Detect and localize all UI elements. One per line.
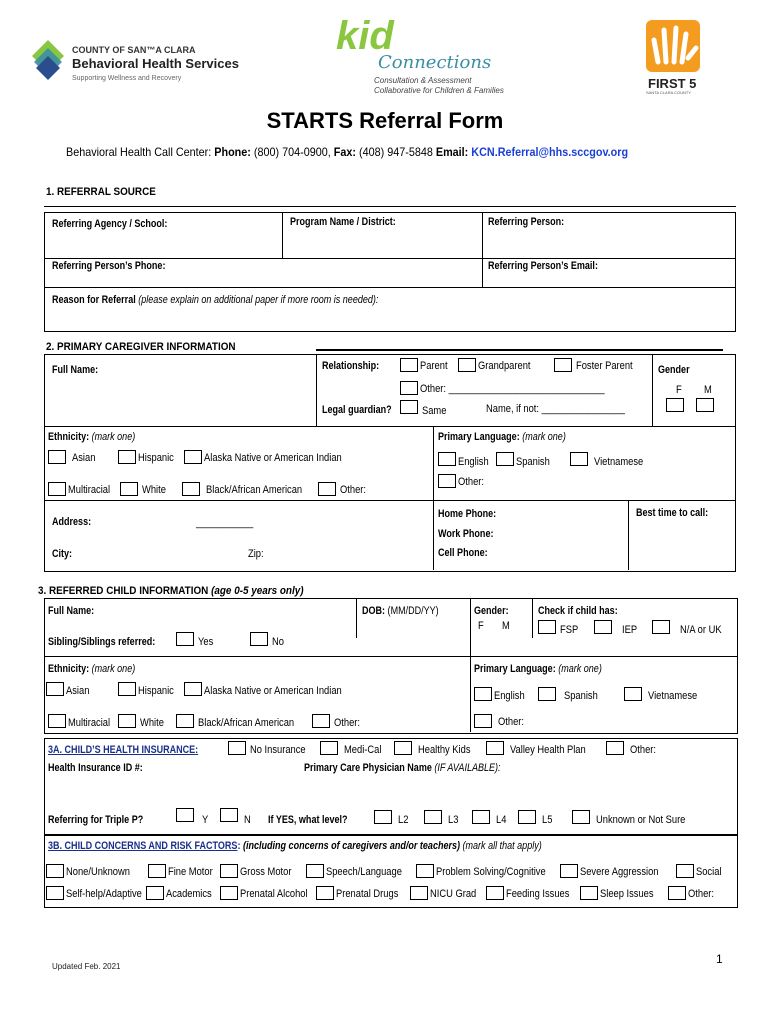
work-phone-field[interactable]: Work Phone: — [438, 528, 494, 540]
healthy-kids-label: Healthy Kids — [418, 744, 471, 756]
ch-other-label: Other: — [334, 717, 360, 729]
child-m-label: M — [502, 620, 510, 632]
concern-checkbox[interactable] — [410, 886, 428, 900]
email-link[interactable]: KCN.Referral@hhs.sccgov.org — [471, 145, 629, 159]
cg-alaska-label: Alaska Native or American Indian — [204, 452, 342, 464]
concern-checkbox[interactable] — [46, 864, 64, 878]
cg-vietnamese-checkbox[interactable] — [570, 452, 588, 466]
triple-n-checkbox[interactable] — [220, 808, 238, 822]
grandparent-label: Grandparent — [478, 360, 531, 372]
insurance-id-field[interactable]: Health Insurance ID #: — [48, 762, 143, 774]
parent-checkbox[interactable] — [400, 358, 418, 372]
name-if-not-field[interactable]: Name, if not: ________________ — [486, 403, 625, 415]
cg-spanish-checkbox[interactable] — [496, 452, 514, 466]
l3-checkbox[interactable] — [424, 810, 442, 824]
ch-asian-checkbox[interactable] — [46, 682, 64, 696]
l5-label: L5 — [542, 814, 553, 826]
triple-n-label: N — [244, 814, 251, 826]
section-3b-heading: 3B. CHILD CONCERNS AND RISK FACTORS: (including concerns of caregivers and/or teachers) (mark all that apply) — [48, 840, 542, 852]
concern-checkbox[interactable] — [668, 886, 686, 900]
section-3-heading: 3. REFERRED CHILD INFORMATION (age 0-5 years only) — [38, 585, 304, 597]
ch-vietnamese-label: Vietnamese — [648, 690, 698, 702]
concern-label: Feeding Issues — [506, 888, 570, 900]
no-insurance-label: No Insurance — [250, 744, 306, 756]
concern-label: Sleep Issues — [600, 888, 654, 900]
cg-white-label: White — [142, 484, 166, 496]
sibling-label: Sibling/Siblings referred: — [48, 636, 156, 648]
cg-lang-other-field[interactable]: Other: — [458, 476, 484, 488]
fsp-label: FSP — [560, 624, 579, 636]
email-label: Email: — [435, 145, 469, 159]
ch-white-label: White — [140, 717, 164, 729]
concern-label: Gross Motor — [240, 866, 292, 878]
contact-line — [66, 145, 628, 159]
ch-lang-other-checkbox[interactable] — [474, 714, 492, 728]
l3-label: L3 — [448, 814, 459, 826]
reason-field[interactable]: Reason for Referral (please explain on additional paper if more room is needed): — [52, 294, 379, 306]
child-language-label: Primary Language: (mark one) — [474, 663, 602, 675]
sibling-yes-label: Yes — [198, 636, 214, 648]
ch-other-checkbox[interactable] — [312, 714, 330, 728]
cg-other-checkbox[interactable] — [318, 482, 336, 496]
kid-connections-text: Connections — [378, 52, 492, 73]
city-field[interactable]: City: — [52, 548, 73, 560]
phone-value: (800) 704-0900, — [253, 145, 331, 159]
foster-label: Foster Parent — [576, 360, 633, 372]
sibling-no-checkbox[interactable] — [250, 632, 268, 646]
cg-english-checkbox[interactable] — [438, 452, 456, 466]
kid-sub1: Consultation & Assessment — [374, 76, 472, 85]
no-insurance-checkbox[interactable] — [228, 741, 246, 755]
cg-white-checkbox[interactable] — [120, 482, 138, 496]
concern-label: None/Unknown — [66, 866, 130, 878]
cg-multiracial-label: Multiracial — [68, 484, 111, 496]
address-blank: ___________ — [196, 517, 254, 529]
caregiver-f-checkbox[interactable] — [666, 398, 684, 412]
l5-checkbox[interactable] — [518, 810, 536, 824]
concern-label: Other: — [688, 888, 714, 900]
caregiver-m-label: M — [704, 384, 712, 396]
concern-checkbox[interactable] — [580, 886, 598, 900]
county-diamond-icon — [28, 38, 68, 82]
section-1-box — [44, 212, 736, 332]
caregiver-ethnicity-label: Ethnicity: (mark one) — [48, 431, 136, 443]
caregiver-f-label: F — [676, 384, 682, 396]
program-name-field[interactable]: Program Name / District: — [290, 216, 396, 228]
triple-p-label: Referring for Triple P? — [48, 814, 144, 826]
ins-other-label: Other: — [630, 744, 656, 756]
ch-alaska-label: Alaska Native or American Indian — [204, 685, 342, 697]
rel-other-field[interactable]: Other: ______________________________ — [420, 383, 605, 395]
hand-icon — [644, 18, 702, 74]
cell-phone-field[interactable]: Cell Phone: — [438, 547, 488, 559]
page-title: STARTS Referral Form — [266, 108, 504, 133]
concern-label: Fine Motor — [168, 866, 213, 878]
child-f-label: F — [478, 620, 484, 632]
cg-black-label: Black/African American — [206, 484, 303, 496]
concern-checkbox[interactable] — [316, 886, 334, 900]
section-2-heading: 2. PRIMARY CAREGIVER INFORMATION — [46, 341, 236, 353]
zip-field[interactable]: Zip: — [248, 548, 264, 560]
page-number: 1 — [716, 952, 723, 966]
fax-label: Fax: — [333, 145, 356, 159]
caregiver-language-label: Primary Language: (mark one) — [438, 431, 566, 443]
healthy-kids-checkbox[interactable] — [394, 741, 412, 755]
county-tagline: Supporting Wellness and Recovery — [72, 75, 182, 82]
concern-checkbox[interactable] — [220, 864, 238, 878]
concern-label: Academics — [166, 888, 212, 900]
caregiver-gender-label: Gender — [658, 364, 690, 376]
cg-asian-checkbox[interactable] — [48, 450, 66, 464]
level-label: If YES, what level? — [268, 814, 348, 826]
kid-logo-text: kid — [336, 14, 394, 58]
child-gender-label: Gender: — [474, 605, 509, 617]
child-dob-field[interactable]: DOB: (MM/DD/YY) — [362, 605, 439, 617]
ch-multiracial-label: Multiracial — [68, 717, 111, 729]
first5-text: FIRST 5 — [648, 76, 697, 91]
updated-date: Updated Feb. 2021 — [52, 962, 121, 971]
cg-black-checkbox[interactable] — [182, 482, 200, 496]
cg-lang-other-checkbox[interactable] — [438, 474, 456, 488]
address-field[interactable]: Address: — [52, 516, 92, 528]
sibling-no-label: No — [272, 636, 284, 648]
check-if-label: Check if child has: — [538, 605, 618, 617]
concern-label: Self-help/Adaptive — [66, 888, 142, 900]
concern-checkbox[interactable] — [416, 864, 434, 878]
cg-hispanic-label: Hispanic — [138, 452, 174, 464]
relationship-label: Relationship: — [322, 360, 380, 372]
section-3-box — [44, 598, 738, 734]
l2-label: L2 — [398, 814, 409, 826]
ch-multiracial-checkbox[interactable] — [48, 714, 66, 728]
section-3a-heading: 3A. CHILD’S HEALTH INSURANCE: — [48, 744, 199, 756]
referring-agency-field[interactable]: Referring Agency / School: — [52, 218, 168, 230]
concern-checkbox[interactable] — [486, 886, 504, 900]
cg-hispanic-checkbox[interactable] — [118, 450, 136, 464]
l4-checkbox[interactable] — [472, 810, 490, 824]
concern-label: NICU Grad — [430, 888, 477, 900]
referring-email-field[interactable]: Referring Person’s Email: — [488, 260, 598, 272]
ch-vietnamese-checkbox[interactable] — [624, 687, 642, 701]
county-name: COUNTY OF SAN™A CLARA — [72, 45, 196, 55]
grandparent-checkbox[interactable] — [458, 358, 476, 372]
fax-value: (408) 947-5848 — [359, 145, 433, 159]
l4-label: L4 — [496, 814, 507, 826]
ins-other-checkbox[interactable] — [606, 741, 624, 755]
sibling-yes-checkbox[interactable] — [176, 632, 194, 646]
l2-checkbox[interactable] — [374, 810, 392, 824]
ch-black-checkbox[interactable] — [176, 714, 194, 728]
pcp-field[interactable]: Primary Care Physician Name (IF AVAILABLE): — [304, 762, 501, 774]
contact-prefix: Behavioral Health Call Center: — [66, 145, 212, 159]
referring-phone-field[interactable]: Referring Person’s Phone: — [52, 260, 166, 272]
na-label: N/A or UK — [680, 624, 722, 636]
concern-label: Problem Solving/Cognitive — [436, 866, 546, 878]
home-phone-field[interactable]: Home Phone: — [438, 508, 497, 520]
parent-label: Parent — [420, 360, 448, 372]
referring-person-field[interactable]: Referring Person: — [488, 216, 565, 228]
ch-hispanic-checkbox[interactable] — [118, 682, 136, 696]
cg-vietnamese-label: Vietnamese — [594, 456, 644, 468]
cg-asian-label: Asian — [72, 452, 96, 464]
first5-sub: SANTA CLARA COUNTY — [646, 90, 692, 95]
child-ethnicity-label: Ethnicity: (mark one) — [48, 663, 136, 675]
valley-label: Valley Health Plan — [510, 744, 586, 756]
unknown-checkbox[interactable] — [572, 810, 590, 824]
iep-checkbox[interactable] — [594, 620, 612, 634]
triple-y-checkbox[interactable] — [176, 808, 194, 822]
cg-alaska-checkbox[interactable] — [184, 450, 202, 464]
ch-spanish-label: Spanish — [564, 690, 598, 702]
cg-spanish-label: Spanish — [516, 456, 550, 468]
rel-other-checkbox[interactable] — [400, 381, 418, 395]
caregiver-m-checkbox[interactable] — [696, 398, 714, 412]
ch-hispanic-label: Hispanic — [138, 685, 174, 697]
county-logo — [28, 38, 268, 88]
concern-checkbox[interactable] — [306, 864, 324, 878]
phone-label: Phone: — [214, 145, 251, 159]
concern-checkbox[interactable] — [46, 886, 64, 900]
cg-other-label: Other: — [340, 484, 366, 496]
child-name-field[interactable]: Full Name: — [48, 605, 95, 617]
foster-checkbox[interactable] — [554, 358, 572, 372]
ch-english-checkbox[interactable] — [474, 687, 492, 701]
same-checkbox[interactable] — [400, 400, 418, 414]
concern-label: Prenatal Drugs — [336, 888, 399, 900]
first5-logo — [640, 18, 710, 96]
ch-white-checkbox[interactable] — [118, 714, 136, 728]
cg-multiracial-checkbox[interactable] — [48, 482, 66, 496]
concern-checkbox[interactable] — [560, 864, 578, 878]
same-label: Same — [422, 405, 447, 417]
valley-checkbox[interactable] — [486, 741, 504, 755]
kid-sub2: Collaborative for Children & Families — [374, 86, 504, 95]
county-dept: Behavioral Health Services — [72, 56, 239, 71]
ch-spanish-checkbox[interactable] — [538, 687, 556, 701]
medi-cal-label: Medi-Cal — [344, 744, 382, 756]
medi-cal-checkbox[interactable] — [320, 741, 338, 755]
concern-checkbox[interactable] — [148, 864, 166, 878]
caregiver-name-field[interactable]: Full Name: — [52, 364, 99, 376]
na-checkbox[interactable] — [652, 620, 670, 634]
ch-asian-label: Asian — [66, 685, 90, 697]
concern-label: Severe Aggression — [580, 866, 659, 878]
concern-label: Prenatal Alcohol — [240, 888, 308, 900]
concern-checkbox[interactable] — [220, 886, 238, 900]
best-time-field[interactable]: Best time to call: — [636, 507, 709, 519]
iep-label: IEP — [622, 624, 638, 636]
concern-checkbox[interactable] — [676, 864, 694, 878]
unknown-label: Unknown or Not Sure — [596, 814, 686, 826]
legal-guardian-label: Legal guardian? — [322, 404, 392, 416]
fsp-checkbox[interactable] — [538, 620, 556, 634]
section-1-heading: 1. REFERRAL SOURCE — [46, 186, 156, 198]
cg-english-label: English — [458, 456, 489, 468]
ch-lang-other-field[interactable]: Other: — [498, 716, 524, 728]
ch-english-label: English — [494, 690, 525, 702]
triple-y-label: Y — [202, 814, 209, 826]
ch-black-label: Black/African American — [198, 717, 295, 729]
concern-label: Social — [696, 866, 722, 878]
concern-checkbox[interactable] — [146, 886, 164, 900]
kid-connections-logo — [330, 14, 510, 100]
concern-label: Speech/Language — [326, 866, 402, 878]
ch-alaska-checkbox[interactable] — [184, 682, 202, 696]
